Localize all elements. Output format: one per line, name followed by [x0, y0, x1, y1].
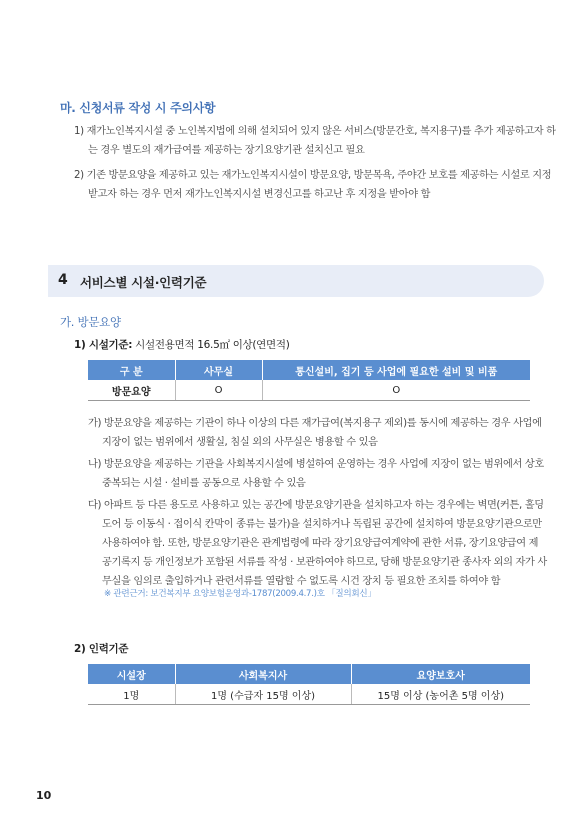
facility-table-header: 사무실 — [175, 360, 262, 380]
page-number: 10 — [36, 789, 52, 802]
subsection-title: 가. 방문요양 — [60, 315, 121, 329]
facility-text: 시설전용면적 16.5㎡ 이상(연면적) — [132, 339, 290, 351]
staffing-table-cell: 1명 (수급자 15명 이상) — [175, 684, 351, 705]
facility-table-cell: 방문요양 — [88, 380, 175, 401]
section-title-ma: 마. 신청서류 작성 시 주의사항 — [60, 101, 216, 115]
facility-table-header: 구 분 — [88, 360, 175, 380]
facility-table — [88, 360, 530, 401]
chapter-number: 4 — [58, 272, 68, 288]
table-row — [88, 380, 530, 401]
staffing-table-cell: 15명 이상 (농어촌 5명 이상) — [351, 684, 530, 705]
reference-note: ※ 관련근거: 보건복지부 요양보험운영과-1787(2009.4.7.)호 「질의회신」 — [104, 589, 376, 599]
staffing-table-header: 요양보호사 — [351, 664, 530, 684]
staffing-table-header: 시설장 — [88, 664, 175, 684]
facility-standard-heading — [74, 337, 290, 352]
facility-table-cell: O — [175, 380, 262, 401]
facility-label: 1) 시설기준: — [74, 339, 133, 351]
section-ma-item-1: 1) 재가노인복지시설 중 노인복지법에 의해 설치되어 있지 않은 서비스(방문간호, 복지용구)를 추가 제공하고자 하는 경우 별도의 재가급여를 제공하는 장기요양기관 설치신고 필요 — [74, 126, 556, 156]
staffing-table-header: 사회복지사 — [175, 664, 351, 684]
chapter-banner — [48, 265, 544, 297]
staffing-heading — [74, 641, 128, 656]
facility-note-2: 나) 방문요양을 제공하는 기관을 사회복지시설에 병설하여 운영하는 경우 사업에 지장이 없는 범위에서 상호 중복되는 시설 · 설비를 공동으로 사용할 수 있음 — [88, 459, 544, 489]
staffing-table — [88, 664, 530, 705]
facility-note-1: 가) 방문요양을 제공하는 기관이 하나 이상의 다른 재가급여(복지용구 제외)를 동시에 제공하는 경우 사업에 지장이 없는 범위에서 생활실, 침실 외의 사무실은 병용할 수 있음 — [88, 418, 542, 448]
staffing-table-cell: 1명 — [88, 684, 175, 705]
facility-table-cell: O — [262, 380, 530, 401]
section-ma-item-2: 2) 기존 방문요양을 제공하고 있는 재가노인복지시설이 방문요양, 방문목욕, 주야간 보호를 제공하는 시설로 지정받고자 하는 경우 먼저 재가노인복지시설 변경신고를 하고난 후 지정을 받아야 함 — [74, 170, 552, 200]
chapter-title: 서비스별 시설·인력기준 — [80, 275, 207, 290]
facility-table-header: 통신설비, 집기 등 사업에 필요한 설비 및 비품 — [262, 360, 530, 380]
facility-note-3: 다) 아파트 등 다른 용도로 사용하고 있는 공간에 방문요양기관을 설치하고자 하는 경우에는 벽면(커튼, 홀딩도어 등 이동식 · 접이식 칸막이 종류는 불가)을 설치하거나 독립된 공간에 설치하여 방문요양기관으로만 사용하여야 함. 또한, 방문요양기관은 관계법령에 따라 장기요양급여계약에 관한 서류, 장기요양급여 제공기록지 등 개인정보가 포함된 서류를 작성 · 보관하여야 하므로, 당해 방문요양기관 종사자 외의 자가 사무실을 임의로 출입하거나 관련서류를 열람할 수 없도록 시건 장치 등 필요한 조치를 하여야 함 — [88, 500, 547, 587]
staffing-label: 2) 인력기준 — [74, 643, 129, 655]
table-row — [88, 684, 530, 705]
